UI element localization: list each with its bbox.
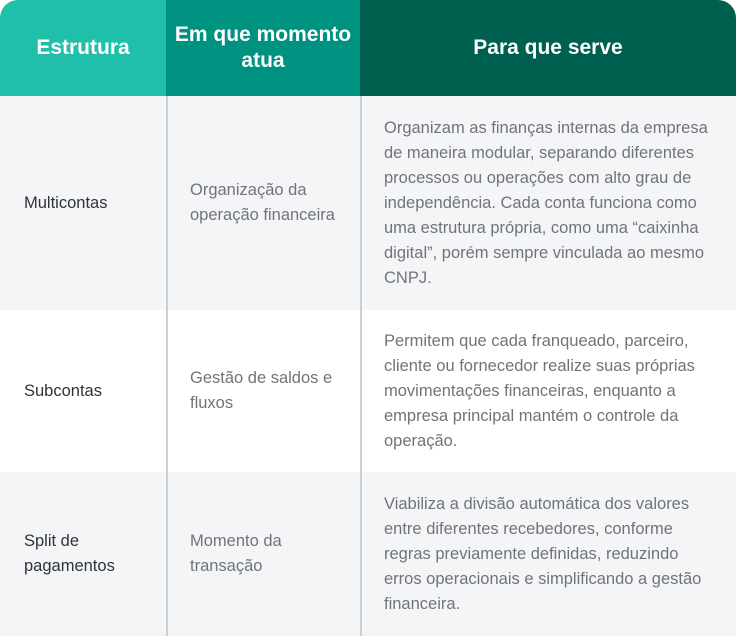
table-row [0, 472, 736, 636]
cell-momento: Gestão de saldos e fluxos [166, 310, 360, 472]
table-header [0, 0, 736, 96]
cell-serve: Permitem que cada franqueado, parceiro, cliente ou fornecedor realize suas próprias movimentações financeiras, enquanto a empresa principal mantém o controle da operação. [360, 310, 736, 472]
header-estrutura: Estrutura [0, 0, 166, 96]
cell-estrutura: Multicontas [24, 193, 108, 212]
cell-serve: Organizam as finanças internas da empresa de maneira modular, separando diferentes processos ou operações com alto grau de independência. Cada conta funciona como uma estrutura própria, como uma “caixinha digital”, porém sempre vinculada ao mesmo CNPJ. [360, 96, 736, 310]
header-momento: Em que momento atua [166, 0, 360, 96]
cell-momento: Organização da operação financeira [166, 96, 360, 310]
table-row [0, 96, 736, 310]
cell-momento: Momento da transação [166, 472, 360, 636]
cell-serve: Viabiliza a divisão automática dos valores entre diferentes recebedores, conforme regras previamente definidas, reduzindo erros operacionais e simplificando a gestão financeira. [360, 472, 736, 636]
header-serve: Para que serve [360, 0, 736, 96]
cell-estrutura: Subcontas [24, 381, 102, 400]
table-row [0, 310, 736, 472]
cell-estrutura: Split de pagamentos [24, 532, 115, 575]
